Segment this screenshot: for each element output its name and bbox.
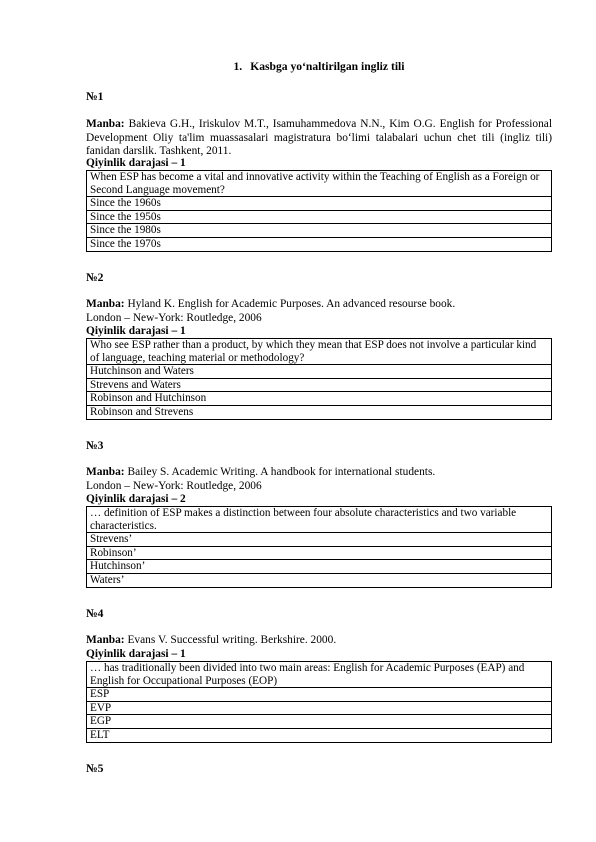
- answer-option: Since the 1960s: [87, 197, 552, 211]
- source-label: Manba:: [86, 118, 125, 130]
- source-text-line2: London – New-York: Routledge, 2006: [86, 311, 262, 324]
- difficulty-level: Qiyinlik darajasi – 1: [86, 648, 186, 660]
- answer-option: Robinson’: [87, 546, 552, 560]
- question-prompt: When ESP has become a vital and innovative activity within the Teaching of English as a Foreign or Second Language movement?: [87, 171, 552, 197]
- difficulty-level: Qiyinlik darajasi – 1: [86, 157, 186, 169]
- answer-option: Hutchinson’: [87, 560, 552, 574]
- answer-option: Since the 1970s: [87, 237, 552, 251]
- answer-option: Robinson and Strevens: [87, 405, 552, 419]
- question-source: [86, 466, 552, 493]
- answer-option: Strevens and Waters: [87, 378, 552, 392]
- answer-option: Since the 1980s: [87, 224, 552, 238]
- answer-option: ESP: [87, 688, 552, 702]
- answer-option: Waters’: [87, 573, 552, 587]
- question-table: [86, 661, 552, 743]
- answer-option: Hutchinson and Waters: [87, 365, 552, 379]
- source-text: Bailey S. Academic Writing. A handbook for international students.: [127, 466, 436, 478]
- question-prompt: Who see ESP rather than a product, by which they mean that ESP does not involve a particular kind of language, teaching material or methodology?: [87, 339, 552, 365]
- question-table: [86, 170, 552, 252]
- difficulty-level: Qiyinlik darajasi – 1: [86, 325, 186, 337]
- source-text: Hyland K. English for Academic Purposes. An advanced resourse book.: [127, 298, 456, 310]
- source-text-line2: London – New-York: Routledge, 2006: [86, 479, 262, 492]
- difficulty-level: Qiyinlik darajasi – 2: [86, 493, 186, 505]
- source-label: Manba:: [86, 466, 125, 478]
- answer-option: Robinson and Hutchinson: [87, 392, 552, 406]
- section-title-text: Kasbga yo‘naltirilgan ingliz tili: [250, 60, 405, 73]
- answer-option: ELT: [87, 728, 552, 742]
- answer-option: EVP: [87, 701, 552, 715]
- answer-option: Since the 1950s: [87, 210, 552, 224]
- source-text: Bakieva G.H., Iriskulov M.T., Isamuhammedova N.N., Kim O.G. English for Professional Development Oliy ta'lim muassasalari magistratura bo‘limi talabalari uchun chet tili (ingliz tili) fanidan darslik. Tashkent, 2011.: [86, 118, 552, 157]
- section-number: 1.: [233, 60, 243, 73]
- source-label: Manba:: [86, 634, 125, 646]
- question-table: [86, 506, 552, 588]
- question-number: №4: [86, 607, 104, 620]
- question-source: [86, 298, 552, 325]
- question-prompt: … definition of ESP makes a distinction between four absolute characteristics and two variable characteristics.: [87, 507, 552, 533]
- question-number: №3: [86, 439, 104, 452]
- question-number: №2: [86, 271, 104, 284]
- answer-option: EGP: [87, 715, 552, 729]
- section-title: [86, 60, 552, 74]
- question-table: [86, 338, 552, 420]
- answer-option: Strevens’: [87, 533, 552, 547]
- question-source: [86, 634, 552, 648]
- question-source: [86, 118, 552, 159]
- source-label: Manba:: [86, 298, 125, 310]
- question-number: №5: [86, 762, 104, 775]
- source-text: Evans V. Successful writing. Berkshire. 2000.: [127, 634, 337, 646]
- question-number: №1: [86, 90, 104, 103]
- question-prompt: … has traditionally been divided into two main areas: English for Academic Purposes (EAP) and English for Occupational Purposes (EOP): [87, 662, 552, 688]
